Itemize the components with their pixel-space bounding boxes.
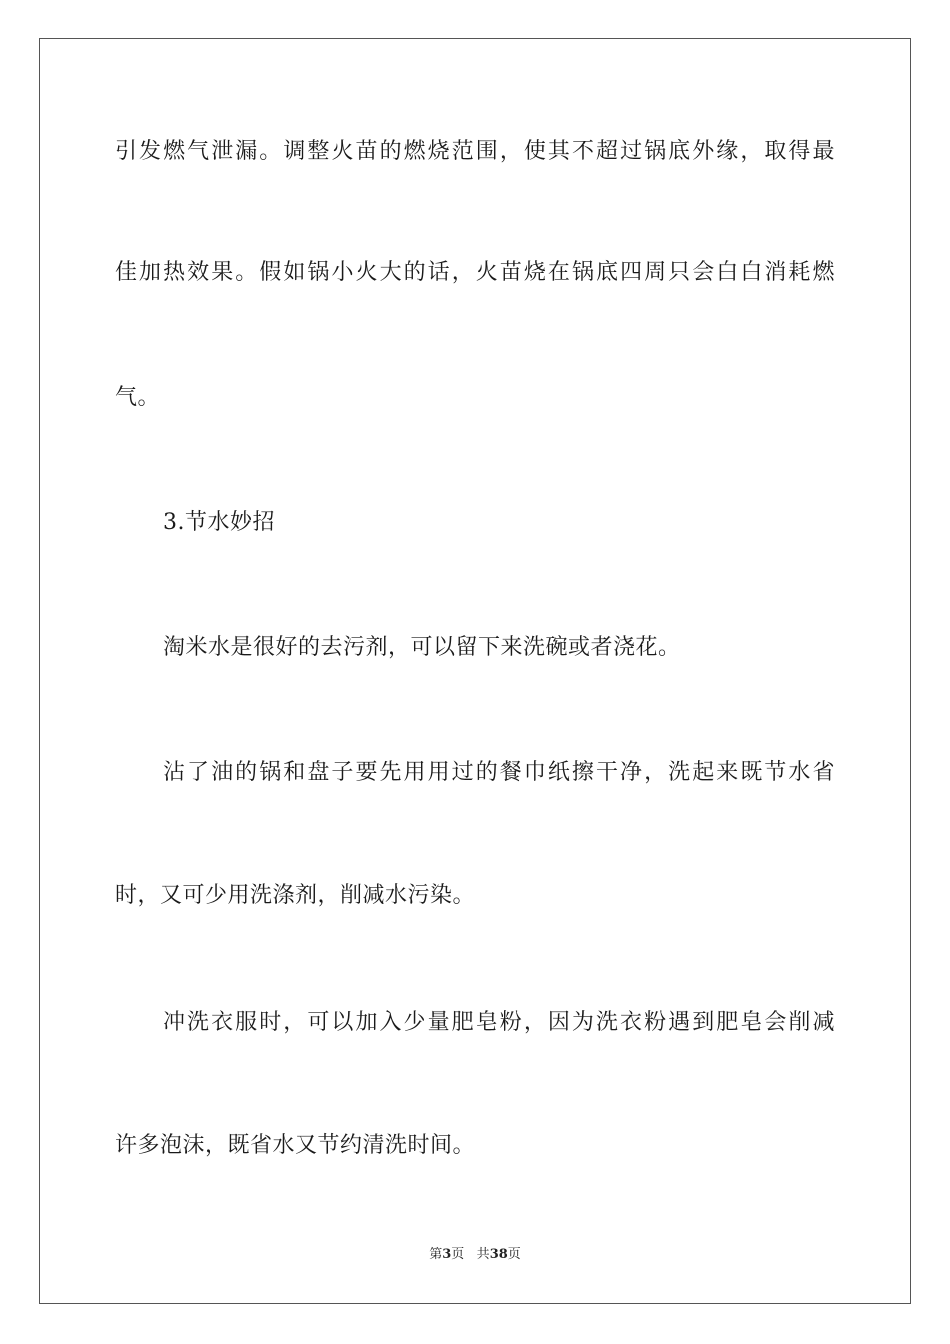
paragraph-line: 冲洗衣服时，可以加入少量肥皂粉，因为洗衣粉遇到肥皂会削减 [163,1010,835,1035]
paragraph-line: 沾了油的锅和盘子要先用用过的餐巾纸擦干净，洗起来既节水省 [163,760,835,785]
paragraph-line: 气。 [115,385,161,410]
page-suffix: 页 [451,1247,465,1262]
page-number: 3 [442,1247,452,1262]
section-heading: 3.节水妙招 [163,510,275,535]
paragraph-line: 佳加热效果。假如锅小火大的话，火苗烧在锅底四周只会白白消耗燃 [115,260,835,285]
total-prefix: 共 [476,1247,490,1262]
paragraph-line: 许多泡沫，既省水又节约清洗时间。 [115,1133,476,1158]
paragraph-line: 引发燃气泄漏。调整火苗的燃烧范围，使其不超过锅底外缘，取得最 [115,139,835,164]
total-pages: 38 [489,1247,508,1262]
page-prefix: 第 [429,1247,443,1262]
total-suffix: 页 [507,1247,521,1262]
paragraph-line: 时，又可少用洗涤剂，削减水污染。 [115,883,476,908]
paragraph-line: 淘米水是很好的去污剂，可以留下来洗碗或者浇花。 [163,635,681,660]
page-border [39,38,911,1304]
page-footer [0,1246,950,1264]
